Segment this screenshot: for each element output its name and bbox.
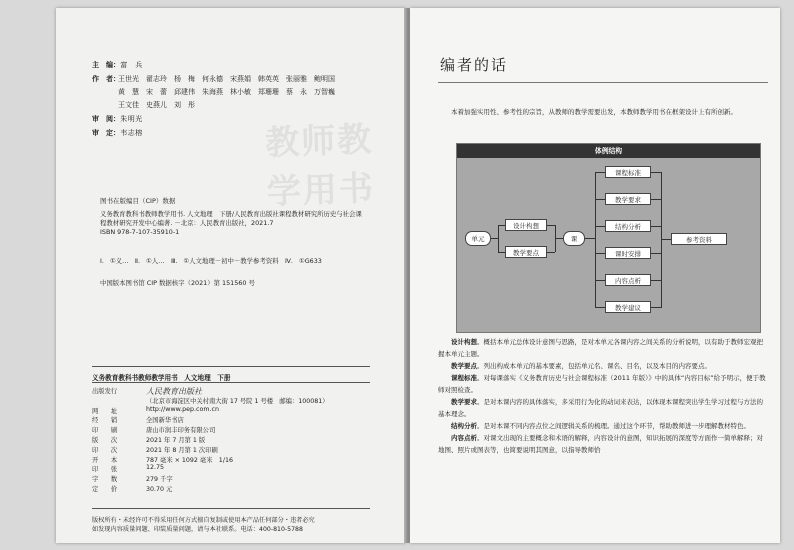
body-text [438,336,768,456]
pub-key: 网 址 [92,407,118,415]
authors-label-row [92,74,118,84]
node-item-1: 课程标准 [605,166,651,178]
connector [595,226,605,227]
right-page [410,8,780,543]
term-keypoints: 教学要点 [451,362,477,370]
paragraph-text: 。列出构成本单元的基本要素，包括单元名、课名、目名，以及本目的内容要点。 [477,362,711,370]
pub-key: 出版发行 [92,388,118,395]
author-name: 朱海燕 [202,88,223,96]
connector [595,307,605,308]
term-content: 内容点析 [451,434,477,442]
pub-value: 30.70 元 [146,485,173,493]
connector [595,280,605,281]
connector [595,253,605,254]
paragraph-text: 。是对本课内容的具体落实，多采用行为化的动词来表达，以体现本课程突出学生学习过程与方法的基本理念。 [438,398,763,418]
reviewer-name: 朱明光 [120,115,143,123]
pub-value: 787 毫米 × 1092 毫米 1/16 [146,456,233,464]
pub-key: 版 次 [92,436,118,444]
pub-key: 开 本 [92,456,118,464]
pub-key: 字 数 [92,476,118,484]
connector [498,225,505,226]
node-lesson: 课 [563,231,585,246]
authors-line-3 [118,100,342,113]
pub-key: 印 次 [92,446,118,454]
connector [547,225,555,226]
page-heading: 编者的话 [440,56,509,74]
author-name: 王世光 [118,75,139,83]
author-name: 鲍明国 [314,75,335,83]
paragraph-standards [438,372,768,396]
authors-line-1 [118,74,342,87]
term-standards: 课程标准 [451,374,477,382]
author-name: 史燕儿 [146,101,167,109]
paragraph-text: 。是对本课不同内容点位之间逻辑关系的梳理。通过这个环节，帮助教师进一步理解教材特色。 [477,422,750,430]
pub-value: 2021 年 8 月第 1 次印刷 [146,446,218,454]
copyright-note [92,517,315,534]
author-name: 刘 彤 [174,101,195,109]
left-page [56,8,406,543]
connector [547,252,555,253]
author-name: 郑珊珊 [258,88,279,96]
author-name: 翟志玲 [146,75,167,83]
connector [491,238,498,239]
pub-value: 唐山市润丰印务有限公司 [146,427,216,435]
node-design: 设计构想 [505,219,547,231]
author-name: 宋燕娟 [230,75,251,83]
connector [651,199,661,200]
term-requirements: 教学要求 [451,398,477,406]
node-item-6: 教学建议 [605,301,651,313]
node-item-2: 教学要求 [605,193,651,205]
chief-editor-label: 主 编： [92,61,120,69]
cip-heading: 图书在版编目（CIP）数据 [100,197,176,205]
pub-value: 279 千字 [146,476,173,484]
connector [595,199,605,200]
author-name: 王文佳 [118,101,139,109]
paragraph-requirements [438,396,768,420]
cip-number: 中国版本图书馆 CIP 数据核字（2021）第 151560 号 [100,279,255,287]
publisher-logo: 人民教育出版社 [146,387,202,396]
chief-editor-row [92,60,143,70]
paragraph-design [438,336,768,360]
divider [92,508,370,509]
author-name: 黄 慧 [118,88,139,96]
paragraph-text: 。对每课落实《义务教育历史与社会课程标准（2011 年版）》中的具体“内容目标”给予明示，便于教师对照检查。 [438,374,766,394]
structure-diagram [456,143,761,333]
node-item-4: 课时安排 [605,247,651,259]
divider [92,382,370,383]
final-approver-row [92,128,143,138]
connector [595,172,605,173]
node-item-3: 结构分析 [605,220,651,232]
pub-value: http://www.pep.com.cn [146,405,219,413]
author-name: 韩英英 [258,75,279,83]
node-unit: 单元 [465,231,491,246]
author-name: 张丽雅 [286,75,307,83]
paragraph-text: 。对课文出现的主要概念和术语的解释，内容设计的意图，知识拓展的深度等方面作一简单解释；对地图、照片或图表等，也简要说明其图意，以指导教师恰 [438,434,763,454]
author-name: 万智巍 [314,88,335,96]
author-name: 蔡 永 [286,88,307,96]
pub-key: 经 销 [92,417,118,425]
book-title: 义务教育教科书教师教学用书 人文地理 下册 [92,374,231,382]
author-name: 何永德 [202,75,223,83]
chief-editor-name: 富 兵 [120,61,143,69]
connector [651,172,661,173]
paragraph-text: 。概括本单元总体设计意图与思路，是对本单元各课内容之间关系的分析说明，以有助于教师宏观把握本单元主题。 [438,338,763,358]
connector [585,238,595,239]
paragraph-keypoints [438,360,768,372]
author-name: 邱建伟 [174,88,195,96]
reviewer-label: 审 阅： [92,115,120,123]
connector [651,226,661,227]
term-structure: 结构分析 [451,422,477,430]
intro-paragraph: 本着加强实用性、参考性的宗旨，从教师的教学需要出发，本教师教学用书在框架设计上有所创新。 [451,108,737,116]
divider [92,366,370,367]
paragraph-content [438,432,768,456]
node-reference: 参考资料 [671,233,727,245]
author-name: 林小敏 [230,88,251,96]
authors-list [118,74,342,113]
connector [661,172,662,308]
pub-value: （北京市海淀区中关村南大街 17 号院 1 号楼 邮编：100081） [146,397,329,405]
author-name: 杨 梅 [174,75,195,83]
diagram-title: 体例结构 [457,144,760,158]
connector [555,238,563,239]
connector [498,225,499,252]
pub-value: 全国新华书店 [146,417,184,425]
cip-line: 程教材研究开发中心编著. －北京：人民教育出版社，2021.7 [100,219,274,227]
connector [498,252,505,253]
pub-key: 印 刷 [92,427,118,435]
cip-line: 义务教育教科书教师教学用书. 人文地理 下册/人民教育出版社课程教材研究所历史与社会课 [100,210,362,218]
pub-value: 12.75 [146,464,165,472]
reviewer-row [92,114,143,124]
pub-key: 定 价 [92,485,118,493]
node-keypoints: 教学要点 [505,246,547,258]
watermark: 教师教学用书 [264,119,376,213]
final-approver-label: 审 定： [92,129,120,137]
paragraph-structure [438,420,768,432]
pub-key: 印 张 [92,466,118,474]
connector [651,253,661,254]
term-design: 设计构想 [451,338,477,346]
connector [595,172,596,308]
pub-value: 2021 年 7 月第 1 版 [146,436,206,444]
connector [661,239,671,240]
authors-line-2 [118,87,342,100]
heading-rule [438,82,768,83]
contact-line: 如发现内容质量问题、印装质量问题，请与本社联系。电话：400-810-5788 [92,525,303,533]
authors-label: 作 者： [92,75,120,83]
final-approver-name: 韦志榕 [120,129,143,137]
connector [651,307,661,308]
cip-body [100,210,390,237]
copyright-line: 版权所有・未经许可不得采用任何方式擅自复制或使用本产品任何部分・违者必究 [92,517,315,524]
node-item-5: 内容点析 [605,274,651,286]
cip-isbn: ISBN 978-7-107-35910-1 [100,228,180,236]
author-name: 宋 蕾 [146,88,167,96]
cip-classification: Ⅰ. ①义… Ⅱ. ①人… Ⅲ. ①人文地理－初中－教学参考资料 Ⅳ. ①G633 [100,257,322,265]
connector [651,280,661,281]
